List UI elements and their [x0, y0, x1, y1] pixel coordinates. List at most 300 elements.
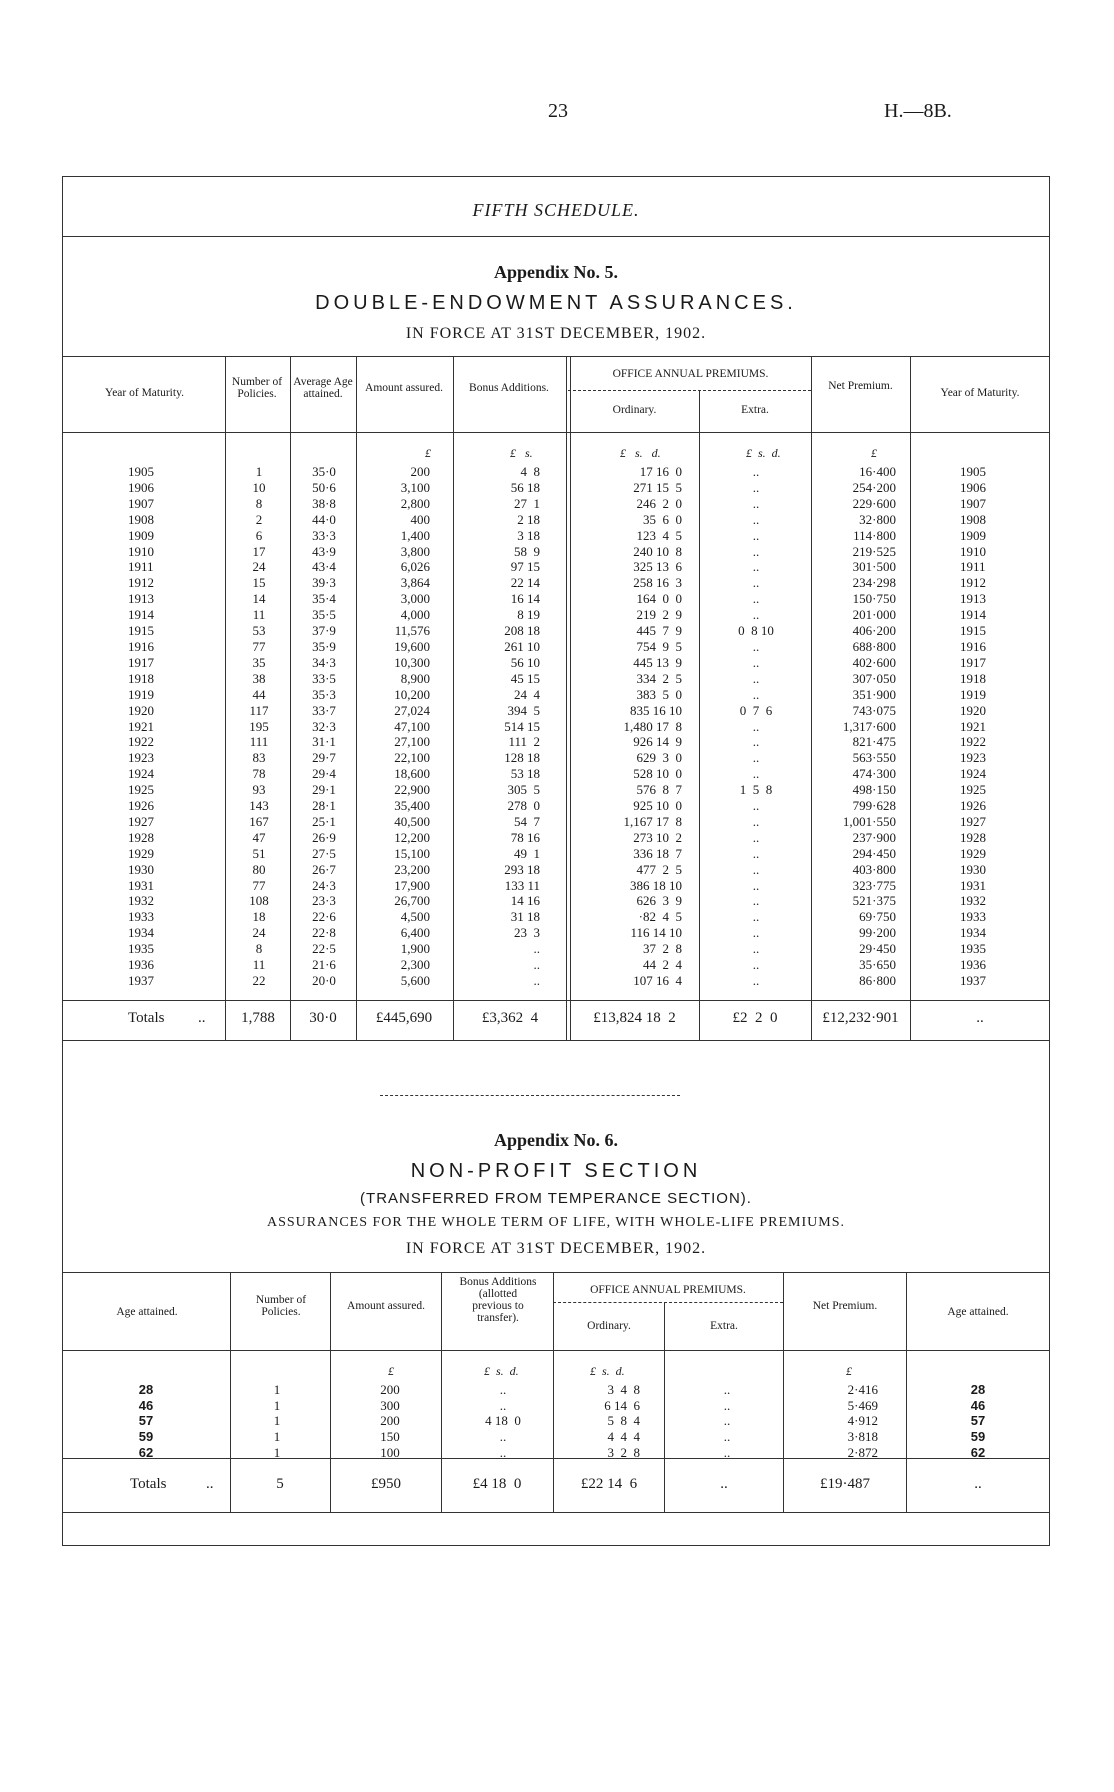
premiums-subheader-line: [568, 390, 811, 391]
cell-extra: ..: [752, 829, 760, 845]
cell-amount: 18,600: [394, 766, 430, 782]
cell-year-right: 1911: [960, 559, 986, 575]
cell-year-right: 1918: [960, 670, 986, 686]
cell-year-right: 1907: [960, 495, 986, 511]
col-sep: [566, 356, 567, 1040]
cell-ordinary: 383 5 0: [636, 686, 682, 702]
cell-ordinary: 6 14 6: [604, 1397, 640, 1413]
cell-ordinary: 925 10 0: [633, 798, 682, 814]
unit-net: £: [871, 446, 877, 460]
header-year-right: Year of Maturity.: [940, 387, 1020, 399]
cell-age: 29·4: [312, 766, 336, 782]
cell-number: 38: [252, 670, 266, 686]
cell-number: 8: [255, 495, 263, 511]
table5-bottom-border: [62, 1040, 1050, 1041]
header-age: Average Age attained.: [293, 376, 353, 400]
header6-age-right: Age attained.: [947, 1306, 1009, 1318]
cell-number: 6: [255, 527, 263, 543]
cell-extra: ..: [752, 511, 760, 527]
cell-number: 1: [273, 1413, 281, 1429]
unit6-amount: £: [388, 1364, 394, 1378]
table6-bottom-border: [62, 1512, 1050, 1513]
unit-bonus: £ s.: [510, 446, 533, 460]
cell-age: 46: [138, 1397, 154, 1413]
cell-age: 34·3: [312, 654, 336, 670]
cell-number: 18: [252, 909, 266, 925]
cell-amount: 3,000: [400, 591, 430, 607]
cell-net: 229·600: [852, 495, 896, 511]
cell-extra: ..: [752, 670, 760, 686]
cell-age: 59: [138, 1429, 154, 1445]
cell-net: 474·300: [852, 766, 896, 782]
cell-amount: 2,800: [400, 495, 430, 511]
col-sep: [441, 1272, 442, 1512]
schedule-title: FIFTH SCHEDULE.: [472, 200, 640, 220]
cell-net: 99·200: [859, 925, 896, 941]
cell-net: 1,317·600: [842, 718, 896, 734]
table5-totals-border: [62, 1000, 1050, 1001]
cell-age: 23·3: [312, 893, 336, 909]
cell-age: 29·7: [312, 750, 336, 766]
cell-extra: 1 5 8: [739, 782, 773, 798]
appendix6-heading: NON-PROFIT SECTION: [410, 1160, 702, 1182]
cell-ordinary: 123 4 5: [636, 527, 682, 543]
cell-number: 44: [252, 686, 266, 702]
cell-amount: 27,024: [394, 702, 430, 718]
cell-number: 195: [249, 718, 269, 734]
cell-ordinary: 44 2 4: [643, 957, 682, 973]
col-sep: [453, 356, 454, 1040]
cell-bonus: 31 18: [510, 909, 540, 925]
totals-leader: ..: [198, 1010, 206, 1026]
cell-age: 33·3: [312, 527, 336, 543]
cell-age: 26·7: [312, 861, 336, 877]
column-bonus-additions: [468, 464, 540, 989]
cell-year-right: 1926: [960, 798, 986, 814]
cell-number: 93: [252, 782, 266, 798]
cell-number: 51: [252, 845, 266, 861]
cell-extra: ..: [752, 559, 760, 575]
cell-amount: 19,600: [394, 638, 430, 654]
cell-bonus: 27 1: [514, 495, 540, 511]
cell-age-right: 59: [970, 1429, 986, 1445]
cell-amount: 2,300: [400, 957, 430, 973]
cell-year-right: 1916: [960, 638, 986, 654]
totals-year-right: ..: [976, 1010, 984, 1026]
cell-year: 1909: [128, 527, 154, 543]
cell-net: 743·075: [852, 702, 896, 718]
cell-year-right: 1908: [960, 511, 986, 527]
column-amount-assured: [370, 464, 430, 989]
cell-year-right: 1935: [960, 941, 986, 957]
totals6-net: £19·487: [820, 1476, 870, 1492]
cell-number: 117: [249, 702, 269, 718]
cell-year: 1934: [128, 925, 154, 941]
cell-age: 37·9: [312, 623, 336, 639]
cell-year: 1921: [128, 718, 154, 734]
cell-year: 1932: [128, 893, 154, 909]
cell-year-right: 1917: [960, 654, 986, 670]
cell-year: 1905: [128, 464, 154, 479]
cell-year: 1918: [128, 670, 154, 686]
cell-year-right: 1932: [960, 893, 986, 909]
header6-number: Number of Policies.: [255, 1294, 307, 1318]
cell-number: 80: [252, 861, 266, 877]
cell-amount: 10,300: [394, 654, 430, 670]
cell-bonus: ..: [533, 941, 540, 957]
cell-year: 1930: [128, 861, 154, 877]
cell-extra: ..: [723, 1382, 731, 1397]
cell-age: 62: [138, 1444, 154, 1460]
table5-top-border: [62, 356, 1050, 357]
cell-net: 201·000: [852, 607, 896, 623]
cell-extra: ..: [752, 734, 760, 750]
cell-year: 1908: [128, 511, 154, 527]
totals6-leader: ..: [206, 1476, 214, 1492]
cell-ordinary: 1,480 17 8: [623, 718, 682, 734]
cell-ordinary: 116 14 10: [630, 925, 682, 941]
cell-year: 1914: [128, 607, 154, 623]
cell-age: 26·9: [312, 829, 336, 845]
cell-net: 237·900: [852, 829, 896, 845]
cell-net: 1,001·550: [842, 813, 896, 829]
cell-net: 150·750: [852, 591, 896, 607]
table6-totals-border: [62, 1458, 1050, 1459]
cell-number: 35: [252, 654, 266, 670]
cell-year: 1928: [128, 829, 154, 845]
cell-amount: 100: [380, 1444, 400, 1460]
cell-net: 234·298: [852, 575, 896, 591]
totals-ordinary: £13,824 18 2: [593, 1010, 676, 1026]
totals6-ordinary: £22 14 6: [580, 1476, 638, 1492]
totals-number: 1,788: [241, 1010, 275, 1026]
cell-extra: ..: [723, 1429, 731, 1445]
cell-age: 20·0: [312, 973, 336, 988]
column6-extra: [712, 1382, 742, 1461]
cell-ordinary: 17 16 0: [639, 464, 682, 479]
cell-age: 28: [138, 1382, 154, 1397]
unit6-bonus: £ s. d.: [484, 1364, 519, 1378]
column-net-premium: [830, 464, 896, 989]
cell-year-right: 1937: [960, 973, 986, 988]
cell-bonus: 53 18: [510, 766, 540, 782]
cell-year-right: 1923: [960, 750, 986, 766]
appendix6-subheading2: ASSURANCES FOR THE WHOLE TERM OF LIFE, WITH WHOLE-LIFE PREMIUMS.: [266, 1215, 845, 1230]
cell-ordinary: 35 6 0: [643, 511, 682, 527]
header-year: Year of Maturity.: [105, 387, 184, 399]
column-extra-premium: [718, 464, 794, 989]
appendix5-heading: DOUBLE-ENDOWMENT ASSURANCES.: [315, 292, 797, 314]
col-sep: [699, 390, 700, 1040]
appendix5-subheading: IN FORCE AT 31ST DECEMBER, 1902.: [405, 325, 707, 342]
unit-ordinary: £ s. d.: [620, 446, 661, 460]
cell-bonus: 4 8: [520, 464, 540, 479]
cell-bonus: 133 11: [504, 877, 540, 893]
cell-ordinary: 334 2 5: [636, 670, 682, 686]
cell-age: 27·5: [312, 845, 336, 861]
cell-net: 2·416: [847, 1382, 878, 1397]
unit6-net: £: [846, 1364, 852, 1378]
cell-ordinary: 246 2 0: [636, 495, 682, 511]
cell-net: 351·900: [852, 686, 896, 702]
cell-net: 799·628: [852, 798, 896, 814]
cell-amount: 40,500: [394, 813, 430, 829]
totals6-age-right: ..: [974, 1476, 982, 1492]
cell-amount: 150: [380, 1429, 400, 1445]
cell-year-right: 1928: [960, 829, 986, 845]
cell-year: 1927: [128, 813, 154, 829]
cell-amount: 27,100: [394, 734, 430, 750]
header6-extra: Extra.: [710, 1320, 738, 1332]
cell-age-right: 57: [970, 1413, 986, 1429]
cell-net: 521·375: [852, 893, 896, 909]
column-average-age: [300, 464, 348, 989]
cell-year-right: 1930: [960, 861, 986, 877]
column-year: [128, 464, 168, 989]
cell-year-right: 1929: [960, 845, 986, 861]
appendix5-title: Appendix No. 5.: [493, 262, 619, 282]
cell-amount: 300: [380, 1397, 400, 1413]
cell-net: 29·450: [859, 941, 896, 957]
cell-amount: 3,100: [400, 479, 430, 495]
cell-number: 1: [255, 464, 263, 479]
cell-net: 35·650: [859, 957, 896, 973]
header6-bonus: Bonus Additions (allotted previous to transfer).: [459, 1276, 537, 1324]
cell-year: 1913: [128, 591, 154, 607]
cell-year: 1924: [128, 766, 154, 782]
cell-amount: 22,100: [394, 750, 430, 766]
cell-age: 28·1: [312, 798, 336, 814]
cell-year: 1931: [128, 877, 154, 893]
cell-year-right: 1905: [960, 464, 986, 479]
cell-extra: ..: [752, 464, 760, 479]
cell-year-right: 1912: [960, 575, 986, 591]
cell-age: 33·7: [312, 702, 336, 718]
cell-bonus: 58 9: [514, 543, 540, 559]
cell-net: 323·775: [852, 877, 896, 893]
cell-net: 16·400: [859, 464, 896, 479]
cell-bonus: 56 18: [510, 479, 540, 495]
cell-age: 22·5: [312, 941, 336, 957]
column6-ordinary: [580, 1382, 640, 1461]
page-number: 23: [548, 100, 568, 122]
cell-number: 77: [252, 877, 266, 893]
cell-bonus: 3 18: [517, 527, 540, 543]
cell-year: 1912: [128, 575, 154, 591]
header-ordinary: Ordinary.: [612, 404, 657, 416]
cell-amount: 12,200: [394, 829, 430, 845]
cell-extra: ..: [752, 766, 760, 782]
cell-bonus: 4 18 0: [485, 1413, 521, 1429]
cell-number: 78: [252, 766, 266, 782]
cell-ordinary: 528 10 0: [633, 766, 682, 782]
cell-number: 11: [252, 607, 266, 623]
cell-age: 44·0: [312, 511, 336, 527]
cell-net: 114·800: [853, 527, 896, 543]
cell-amount: 1,400: [400, 527, 430, 543]
cell-bonus: 78 16: [510, 829, 540, 845]
cell-age: 35·5: [312, 607, 336, 623]
cell-net: 4·912: [847, 1413, 878, 1429]
col-sep: [230, 1272, 231, 1512]
cell-bonus: 514 15: [504, 718, 540, 734]
table6-top-border: [62, 1272, 1050, 1273]
cell-extra: ..: [752, 543, 760, 559]
cell-year-right: 1913: [960, 591, 986, 607]
cell-age: 35·4: [312, 591, 336, 607]
cell-extra: ..: [752, 798, 760, 814]
cell-age-right: 28: [970, 1382, 986, 1397]
cell-year-right: 1914: [960, 607, 986, 623]
totals6-extra: ..: [720, 1476, 728, 1492]
cell-year: 1919: [128, 686, 154, 702]
cell-number: 8: [255, 941, 263, 957]
cell-bonus: 56 10: [510, 654, 540, 670]
cell-number: 111: [249, 734, 269, 750]
cell-year: 1929: [128, 845, 154, 861]
cell-bonus: 97 15: [510, 559, 540, 575]
cell-net: 563·550: [852, 750, 896, 766]
cell-extra: ..: [752, 973, 760, 988]
cell-number: 2: [255, 511, 263, 527]
cell-ordinary: 258 16 3: [633, 575, 682, 591]
cell-age: 25·1: [312, 813, 336, 829]
cell-amount: 15,100: [394, 845, 430, 861]
cell-age: 33·5: [312, 670, 336, 686]
cell-ordinary: 219 2 9: [636, 607, 682, 623]
col-sep: [553, 1272, 554, 1512]
unit-amount: £: [425, 446, 431, 460]
cell-year: 1936: [128, 957, 154, 973]
cell-ordinary: 107 16 4: [633, 973, 682, 988]
cell-extra: ..: [752, 479, 760, 495]
totals-extra: £2 2 0: [732, 1010, 778, 1026]
totals-net: £12,232·901: [822, 1010, 899, 1026]
cell-ordinary: 576 8 7: [636, 782, 682, 798]
cell-amount: 400: [410, 511, 430, 527]
cell-age: 21·6: [312, 957, 336, 973]
cell-number: 24: [252, 559, 266, 575]
table5-header-border: [62, 432, 1050, 433]
cell-age: 32·3: [312, 718, 336, 734]
col-sep: [225, 356, 226, 1040]
cell-net: 498·150: [852, 782, 896, 798]
header6-net: Net Premium.: [812, 1300, 878, 1312]
cell-net: 5·469: [847, 1397, 878, 1413]
cell-bonus: 49 1: [514, 845, 540, 861]
cell-extra: ..: [723, 1413, 731, 1429]
cell-number: 1: [273, 1397, 281, 1413]
cell-extra: 0 8 10: [738, 623, 774, 639]
cell-number: 108: [249, 893, 269, 909]
cell-amount: 200: [380, 1382, 400, 1397]
cell-amount: 1,900: [400, 941, 430, 957]
cell-amount: 17,900: [394, 877, 430, 893]
header6-ordinary: Ordinary.: [587, 1320, 631, 1332]
cell-year-right: 1934: [960, 925, 986, 941]
cell-amount: 200: [380, 1413, 400, 1429]
totals-bonus: £3,362 4: [481, 1010, 539, 1026]
cell-ordinary: 3 2 8: [607, 1444, 640, 1460]
section-divider: [380, 1095, 680, 1096]
cell-number: 47: [252, 829, 266, 845]
cell-extra: ..: [752, 957, 760, 973]
cell-ordinary: ·82 4 5: [638, 909, 682, 925]
cell-bonus: 394 5: [507, 702, 540, 718]
cell-age: 22·6: [312, 909, 336, 925]
cell-number: 10: [252, 479, 266, 495]
header-number: Number of Policies.: [231, 376, 283, 400]
appendix6-subheading3: IN FORCE AT 31ST DECEMBER, 1902.: [405, 1240, 707, 1257]
cell-year: 1907: [128, 495, 154, 511]
cell-net: 406·200: [852, 623, 896, 639]
cell-bonus: ..: [499, 1444, 507, 1460]
cell-ordinary: 271 15 5: [633, 479, 682, 495]
cell-age: 50·6: [312, 479, 336, 495]
cell-amount: 200: [410, 464, 430, 479]
col-sep: [356, 356, 357, 1040]
cell-extra: ..: [752, 591, 760, 607]
cell-year-right: 1909: [960, 527, 986, 543]
cell-extra: ..: [752, 877, 760, 893]
cell-year: 1922: [128, 734, 154, 750]
header6-amount: Amount assured.: [347, 1300, 425, 1312]
cell-net: 403·800: [852, 861, 896, 877]
header-extra: Extra.: [741, 404, 769, 416]
cell-extra: ..: [752, 861, 760, 877]
cell-extra: ..: [723, 1397, 731, 1413]
cell-amount: 10,200: [394, 686, 430, 702]
cell-ordinary: 629 3 0: [636, 750, 682, 766]
cell-amount: 8,900: [400, 670, 430, 686]
col-sep: [570, 356, 571, 1040]
cell-bonus: 293 18: [504, 861, 540, 877]
cell-ordinary: 926 14 9: [633, 734, 682, 750]
appendix6-subheading1: (TRANSFERRED FROM TEMPERANCE SECTION).: [360, 1190, 752, 1207]
cell-extra: ..: [752, 495, 760, 511]
header-net: Net Premium.: [828, 380, 893, 392]
cell-year-right: 1910: [960, 543, 986, 559]
cell-net: 307·050: [852, 670, 896, 686]
cell-year-right: 1922: [960, 734, 986, 750]
divider: [62, 236, 1050, 237]
cell-amount: 3,800: [400, 543, 430, 559]
cell-age: 29·1: [312, 782, 336, 798]
cell-ordinary: 626 3 9: [636, 893, 682, 909]
cell-extra: ..: [752, 909, 760, 925]
cell-ordinary: 754 9 5: [636, 638, 682, 654]
cell-age: 39·3: [312, 575, 336, 591]
cell-year: 1937: [128, 973, 154, 988]
totals6-number: 5: [276, 1476, 284, 1492]
cell-ordinary: 5 8 4: [607, 1413, 640, 1429]
cell-year: 1920: [128, 702, 154, 718]
cell-number: 167: [249, 813, 269, 829]
cell-number: 24: [252, 925, 266, 941]
col-sep: [783, 1272, 784, 1512]
cell-ordinary: 3 4 8: [607, 1382, 640, 1397]
totals6-amount: £950: [371, 1476, 401, 1492]
cell-number: 143: [249, 798, 269, 814]
cell-year: 1923: [128, 750, 154, 766]
cell-ordinary: 477 2 5: [636, 861, 682, 877]
cell-extra: ..: [752, 925, 760, 941]
cell-net: 821·475: [852, 734, 896, 750]
cell-year-right: 1906: [960, 479, 986, 495]
cell-extra: ..: [752, 893, 760, 909]
cell-age: 43·9: [312, 543, 336, 559]
column6-number: [262, 1382, 292, 1461]
